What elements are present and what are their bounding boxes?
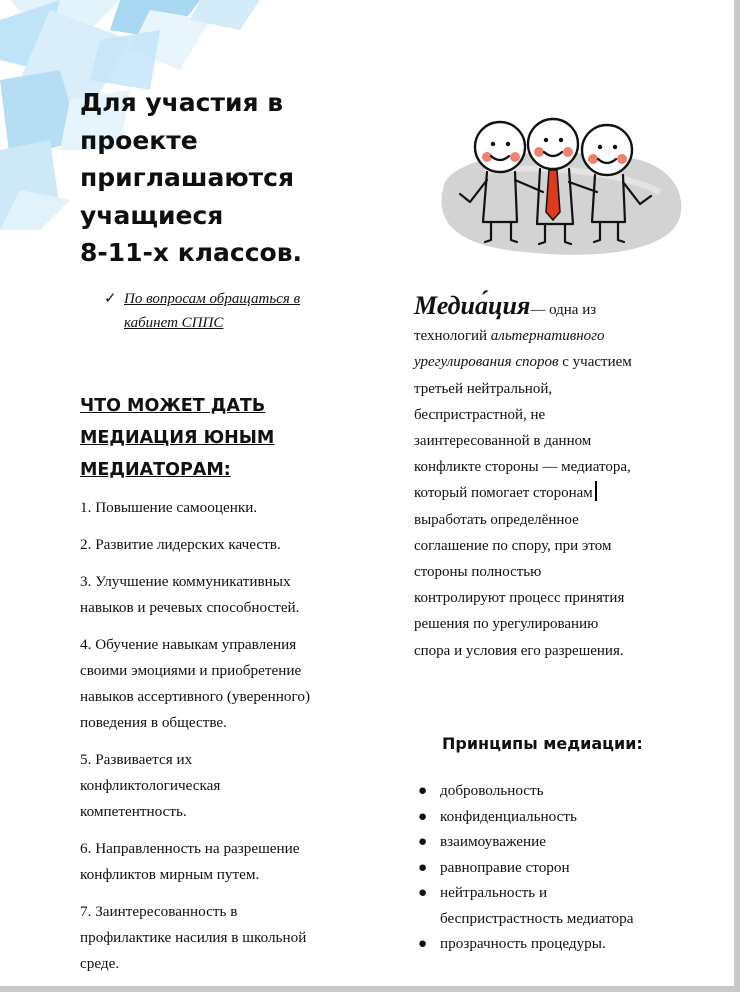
- bullet-icon: ●: [418, 833, 428, 850]
- list-item: [418, 880, 718, 931]
- mediation-definition: [414, 293, 714, 664]
- benefit-5-line-3: компетентность.: [80, 803, 187, 820]
- benefit-4-line-2: своими эмоциями и приобретение: [80, 662, 302, 679]
- title-line-5: 8-11-х классов.: [80, 238, 303, 267]
- benefit-6-line-2: конфликтов мирным путем.: [80, 866, 260, 883]
- bullet-icon: ●: [418, 884, 428, 901]
- benefit-7-line-1: 7. Заинтересованность в: [80, 903, 238, 920]
- definition-line-2-plain: технологий: [414, 328, 491, 345]
- definition-line-3-plain: с участием: [558, 354, 632, 371]
- list-item: [418, 931, 718, 957]
- benefits-list: [80, 495, 390, 988]
- definition-line-10: соглашение по спору, при этом: [414, 537, 612, 554]
- bullet-icon: ●: [418, 935, 428, 952]
- title-line-4: учащиеся: [80, 200, 224, 230]
- principles-heading: Принципы медиации:: [442, 734, 643, 753]
- invitation-title: [80, 84, 400, 272]
- bullet-icon: ●: [418, 782, 428, 799]
- definition-intro: — одна из: [530, 302, 597, 318]
- bullet-icon: ●: [418, 858, 428, 876]
- list-item: [418, 804, 718, 830]
- principle-1: добровольность: [440, 782, 544, 799]
- list-item: [80, 836, 390, 888]
- benefit-7-line-2: профилактике насилия в школьной: [80, 929, 307, 946]
- list-item: [418, 855, 718, 881]
- definition-line-5: беспристрастной, не: [414, 406, 546, 423]
- list-item: [80, 747, 390, 825]
- bullet-icon: ●: [418, 807, 428, 825]
- list-item: [80, 569, 390, 621]
- list-item: [80, 532, 390, 558]
- definition-line-3-italic: урегулирования споров: [414, 354, 559, 371]
- benefit-4-line-1: 4. Обучение навыкам управления: [80, 636, 297, 653]
- list-item: [418, 778, 718, 804]
- list-item: [418, 829, 718, 855]
- principles-list: [418, 778, 718, 957]
- benefits-heading: [80, 390, 380, 486]
- principle-5-line-2: беспристрастность медиатора: [440, 909, 634, 927]
- benefit-1-line-1: 1. Повышение самооценки.: [80, 499, 258, 516]
- benefit-5-line-1: 5. Развивается их: [80, 751, 193, 768]
- benefit-4-line-3: навыков ассертивного (уверенного): [80, 688, 311, 705]
- contact-line-2: кабинет СППС: [124, 315, 224, 331]
- principle-3: взаимоуважение: [440, 833, 547, 850]
- benefit-2-line-1: 2. Развитие лидерских качеств.: [80, 536, 281, 553]
- title-line-3: приглашаются: [80, 163, 295, 192]
- definition-line-14: спора и условия его разрешения.: [414, 642, 624, 659]
- definition-line-8: [414, 480, 714, 506]
- definition-line-4: третьей нейтральной,: [414, 380, 553, 397]
- definition-line-13: решения по урегулированию: [414, 616, 599, 633]
- definition-line-8-text: который помогает сторонам: [414, 485, 593, 502]
- list-item: [80, 632, 390, 736]
- benefit-3-line-1: 3. Улучшение коммуникативных: [80, 573, 291, 590]
- three-people-illustration: [425, 112, 695, 262]
- contact-line-1: По вопросам обращаться в: [124, 291, 301, 307]
- definition-line-11: стороны полностью: [414, 564, 542, 581]
- benefits-heading-line-1: ЧТО МОЖЕТ ДАТЬ: [80, 396, 266, 416]
- definition-line-9: выработать определённое: [414, 511, 579, 528]
- principle-6: прозрачность процедуры.: [440, 935, 606, 952]
- contact-note: [104, 287, 374, 335]
- benefit-6-line-1: 6. Направленность на разрешение: [80, 840, 300, 857]
- benefits-heading-line-2: МЕДИАЦИЯ ЮНЫМ: [80, 428, 275, 448]
- title-line-2: проекте: [80, 125, 198, 155]
- principle-5-line-1: нейтральность и: [440, 884, 548, 901]
- list-item: [80, 495, 390, 521]
- definition-line-1: [414, 293, 714, 323]
- checkmark-icon: ✓: [104, 289, 117, 307]
- definition-line-6: заинтересованной в данном: [414, 433, 592, 450]
- benefit-3-line-2: навыков и речевых способностей.: [80, 599, 300, 616]
- title-line-1: Для участия в: [80, 88, 284, 117]
- list-item: [80, 899, 390, 977]
- text-cursor: [595, 481, 597, 501]
- term-mediation: Медиа́ция: [414, 291, 531, 320]
- definition-line-2: [414, 323, 714, 349]
- definition-line-2-italic: альтернативного: [490, 328, 605, 345]
- principle-2: конфиденциальность: [440, 807, 577, 825]
- principle-4: равноправие сторон: [440, 858, 570, 876]
- benefit-4-line-4: поведения в обществе.: [80, 714, 227, 731]
- benefit-5-line-2: конфликтологическая: [80, 777, 221, 794]
- benefit-7-line-3: среде.: [80, 955, 120, 972]
- benefits-heading-line-3: МЕДИАТОРАМ:: [80, 460, 231, 480]
- definition-line-7: конфликте стороны — медиатора,: [414, 459, 631, 476]
- definition-line-12: контролируют процесс принятия: [414, 590, 625, 607]
- definition-line-3: [414, 349, 714, 375]
